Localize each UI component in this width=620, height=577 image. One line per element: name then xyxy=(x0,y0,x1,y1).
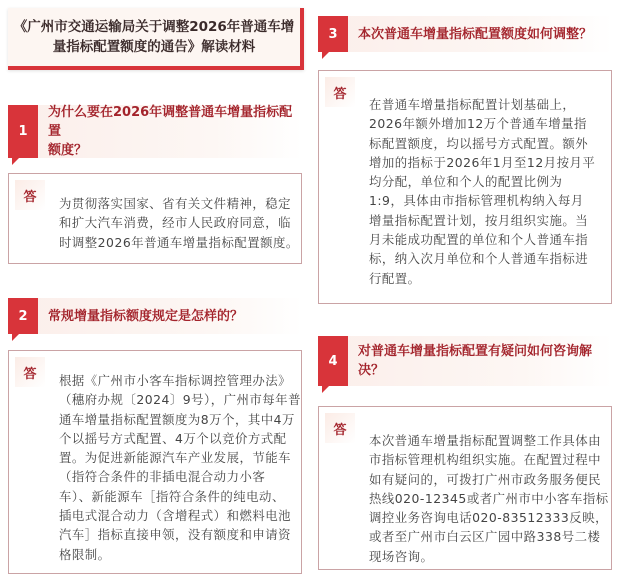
question-text xyxy=(348,336,598,386)
answer-line: 置。为促进新能源汽车产业发展，节能车 xyxy=(59,450,292,466)
question-line: 决？ xyxy=(358,363,385,378)
answer-line: 为贯彻落实国家、省有关文件精神，稳定 xyxy=(59,196,292,211)
answer-line: 1:9，具体由市指标管理机构纳入每月 xyxy=(369,193,584,209)
answer-line: 插电式混合动力（含增程式）和燃料电池 xyxy=(59,508,292,524)
answer-line: 和扩大汽车消费，经市人民政府同意，临 xyxy=(59,215,292,231)
page-title: 《广州市交通运输局关于调整2026年普通车增 量指标配置额度的通告》解读材料 xyxy=(13,19,295,55)
answer-line: 本次普通车增量指标配置调整工作具体由 xyxy=(369,433,602,448)
answer-line: 根据《广州市小客车指标调控管理办法》 xyxy=(59,373,292,388)
question-text xyxy=(38,105,302,158)
answer-line: 标，纳入次月单位和个人普通车指标进 xyxy=(369,251,589,267)
question-line: 常规增量指标额度规定是怎样的？ xyxy=(48,308,244,324)
answer-line: 热线020-12345或者广州市中小客车指标 xyxy=(369,490,609,506)
answer-line: 均分配，单位和个人的配置比例为 xyxy=(369,174,563,190)
answer-box-4 xyxy=(318,406,612,570)
question-number-badge: 4 xyxy=(318,336,348,386)
question-header-2 xyxy=(8,298,302,334)
answer-line: 现场咨询。 xyxy=(369,548,434,564)
question-line: 额度？ xyxy=(48,143,88,158)
answer-label: 答 xyxy=(325,77,355,107)
answer-line: 2026年额外增加12万个普通车增量指 xyxy=(369,116,587,132)
answer-text xyxy=(369,431,609,566)
answer-line: （指符合条件的非插电混合动力小客 xyxy=(59,469,266,485)
answer-label: 答 xyxy=(15,180,45,210)
answer-line: 增量指标配置计划，按月组织实施。当 xyxy=(369,212,589,228)
question-header-1 xyxy=(8,105,302,158)
question-number-badge: 2 xyxy=(8,298,38,334)
answer-line: 时调整2026年普通车增量指标配置额度。 xyxy=(59,234,299,250)
question-header-4 xyxy=(318,336,612,386)
answer-line: 个以摇号方式配置、4万个以竞价方式配 xyxy=(59,430,287,446)
answer-label: 答 xyxy=(325,413,355,443)
answer-line: 汽车］指标直接申领，没有额度和申请资 xyxy=(59,527,292,543)
answer-text xyxy=(59,194,299,252)
question-text xyxy=(38,298,249,334)
answer-line: 车）、新能源车［指符合条件的纯电动、 xyxy=(59,488,285,504)
question-line: 为什么要在2026年调整普通车增量指标配置 xyxy=(48,105,293,139)
answer-line: 在普通车增量指标配置计划基础上， xyxy=(369,97,576,112)
answer-line: 增加的指标于2026年1月至12月按月平 xyxy=(369,154,596,170)
answer-line: 月未能成功配置的单位和个人普通车指 xyxy=(369,232,589,248)
question-number-badge: 3 xyxy=(318,16,348,52)
question-line: 本次普通车增量指标配置额度如何调整？ xyxy=(358,26,593,42)
answer-box-3 xyxy=(318,70,612,304)
answer-text xyxy=(369,95,605,288)
answer-label: 答 xyxy=(15,357,45,387)
title-box xyxy=(8,8,304,70)
answer-line: 标配置额度，均以摇号方式配置。额外 xyxy=(369,135,589,151)
answer-line: 市指标管理机构组织实施。在配置过程中 xyxy=(369,452,602,468)
answer-box-1 xyxy=(8,173,302,264)
answer-line: 行配置。 xyxy=(369,270,421,286)
answer-box-2 xyxy=(8,350,302,574)
answer-line: 调控业务咨询电话020-83512333反映， xyxy=(369,510,608,526)
answer-text xyxy=(59,371,301,564)
question-number-badge: 1 xyxy=(8,105,38,158)
question-text xyxy=(348,16,598,52)
answer-line: 或者至广州市白云区广园中路338号二楼 xyxy=(369,529,601,545)
answer-line: 通车增量指标配置额度为8万个，其中4万 xyxy=(59,411,295,427)
answer-line: （穗府办规〔2024〕9号），广州市每年普 xyxy=(59,392,301,408)
question-line: 对普通车增量指标配置有疑问如何咨询解 xyxy=(358,344,593,359)
question-header-3 xyxy=(318,16,612,52)
answer-line: 格限制。 xyxy=(59,546,111,562)
answer-line: 如有疑问的，可拨打广州市政务服务便民 xyxy=(369,471,602,487)
